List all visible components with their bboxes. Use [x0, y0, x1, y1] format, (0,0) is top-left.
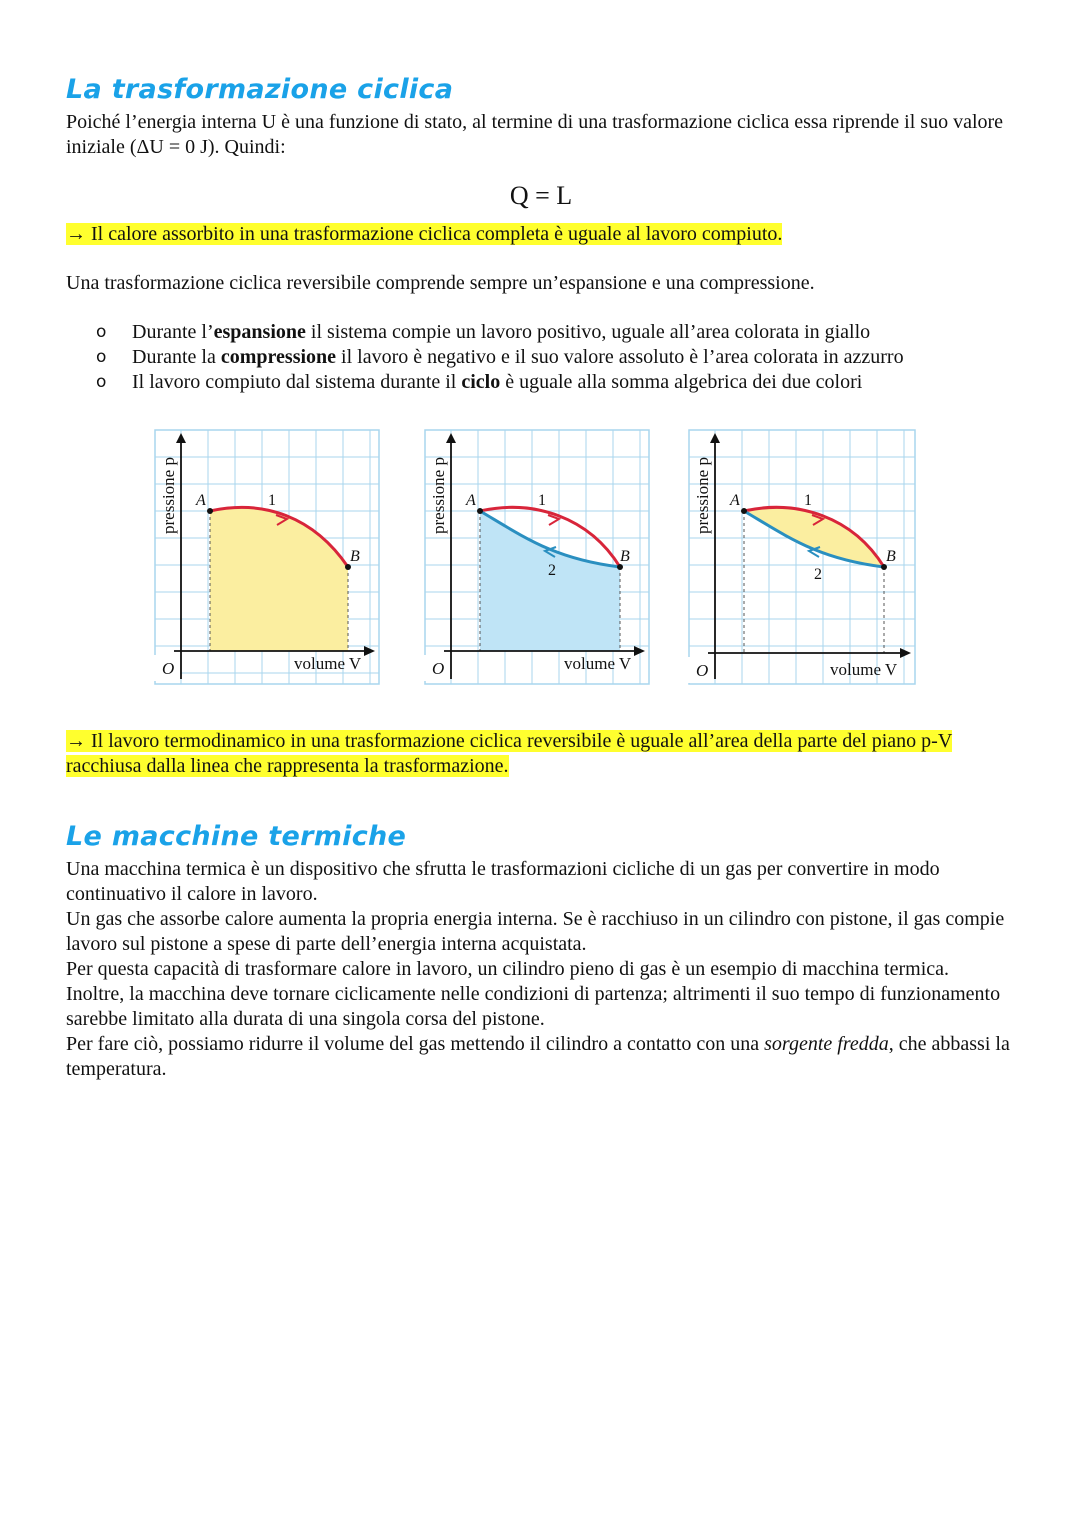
list-item: o Durante l’espansione il sistema compie un lavoro positivo, uguale all’area colorata in giallo — [96, 321, 871, 343]
paragraph: Inoltre, la macchina deve tornare ciclicamente nelle condizioni di partenza; altrimenti il suo tempo di funzionamento sarebbe limitato alla durata di una singola corsa del pistone. — [66, 983, 1001, 1030]
pv-diagrams-row — [66, 429, 1016, 729]
point-a-marker — [741, 508, 747, 514]
bold-term: compressione — [220, 346, 337, 368]
pv-diagram-compression — [424, 429, 650, 685]
path-1-label: 1 — [538, 492, 546, 509]
origin-label: O — [432, 659, 445, 678]
path-1-label: 1 — [268, 492, 276, 509]
circle-bullet-icon: o — [96, 372, 107, 392]
italic-term: sorgente fredda — [764, 1033, 889, 1055]
point-a-label: A — [196, 492, 206, 509]
path-2-label: 2 — [814, 566, 822, 583]
point-b-label: B — [886, 548, 896, 565]
origin-label: O — [696, 661, 709, 680]
circle-bullet-icon: o — [96, 347, 107, 367]
paragraph: Un gas che assorbe calore aumenta la propria energia interna. Se è racchiuso in un cilindro con pistone, il gas compie lavoro sul pistone a spese di parte dell’energia interna acquistata. — [66, 908, 1005, 955]
circle-bullet-icon: o — [96, 322, 107, 342]
intro-paragraph: Poiché l’energia interna U è una funzione di stato, al termine di una trasformazione ciclica essa riprende il suo valore iniziale (ΔU = 0 J). Quindi: — [66, 111, 1004, 158]
section-heading-heat-engines: Le macchine termiche — [66, 821, 407, 852]
pv-diagram-expansion — [154, 429, 380, 685]
paragraph: Per fare ciò, possiamo ridurre il volume del gas mettendo il cilindro a contatto con una sorgente fredda, che abbassi la temperatura. — [66, 1033, 1010, 1080]
highlight-text: → Il lavoro termodinamico in una trasformazione ciclica reversibile è uguale all’area della parte del piano p-V racchiusa dalla linea che rappresenta la trasformazione. — [66, 730, 953, 777]
formula-q-equals-l: Q = L — [509, 181, 573, 210]
list-item: o Il lavoro compiuto dal sistema durante il ciclo è uguale alla somma algebrica dei due colori — [96, 371, 863, 393]
paragraph: Per questa capacità di trasformare calore in lavoro, un cilindro pieno di gas è un esempio di macchina termica. — [66, 958, 949, 980]
section-heading-cyclic-transformation: La trasformazione ciclica — [66, 74, 454, 105]
paragraph: Una macchina termica è un dispositivo che sfrutta le trasformazioni cicliche di un gas per convertire in modo continuativo il calore in lavoro. — [66, 858, 940, 905]
path-1-label: 1 — [804, 492, 812, 509]
path-2-label: 2 — [548, 562, 556, 579]
point-a-marker — [477, 508, 483, 514]
y-axis-label: pressione p — [429, 457, 448, 534]
highlighted-rule-heat-work — [66, 222, 1016, 247]
point-a-marker — [207, 508, 213, 514]
y-axis-label: pressione p — [693, 457, 712, 534]
highlighted-rule-area — [66, 729, 1016, 779]
bullet-list — [66, 320, 1016, 395]
point-b-label: B — [350, 548, 360, 565]
pv-diagram-cycle — [688, 429, 916, 685]
reversible-cycle-paragraph: Una trasformazione ciclica reversibile comprende sempre un’espansione e una compressione. — [66, 272, 815, 294]
point-b-label: B — [620, 548, 630, 565]
heat-engines-body — [66, 857, 1016, 1082]
x-axis-label: volume V — [294, 654, 362, 673]
highlight-text: → Il calore assorbito in una trasformazione ciclica completa è uguale al lavoro compiuto. — [66, 223, 783, 245]
x-axis-label: volume V — [830, 660, 898, 679]
point-a-label: A — [466, 492, 476, 509]
point-a-label: A — [730, 492, 740, 509]
x-axis-label: volume V — [564, 654, 632, 673]
document-page — [66, 70, 1016, 1082]
origin-label: O — [162, 659, 175, 678]
list-item: o Durante la compressione il lavoro è negativo e il suo valore assoluto è l’area colorata in azzurro — [96, 346, 904, 368]
y-axis-label: pressione p — [159, 457, 178, 534]
bold-term: espansione — [213, 321, 306, 343]
bold-term: ciclo — [461, 371, 501, 393]
